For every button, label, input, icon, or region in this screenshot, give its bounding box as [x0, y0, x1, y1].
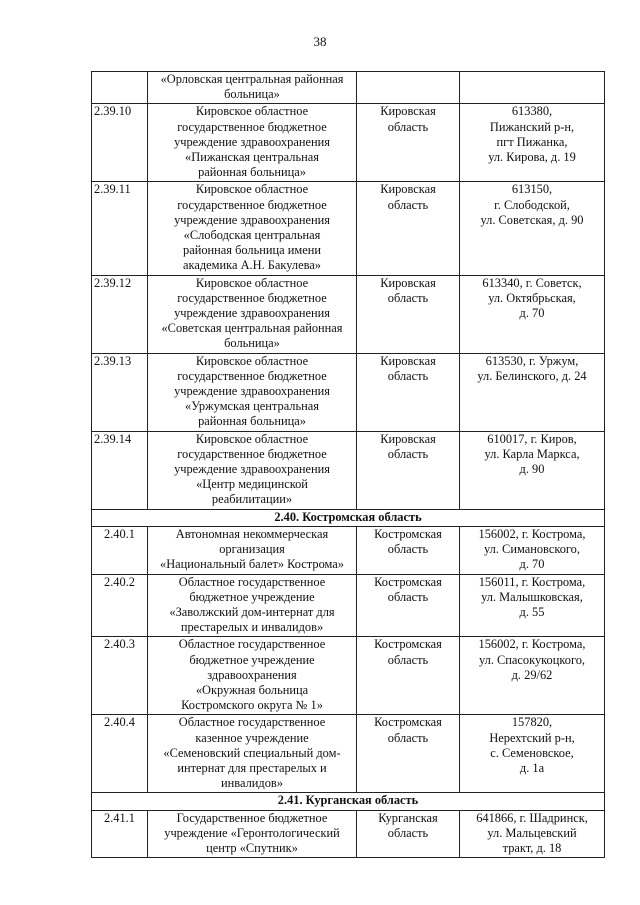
table-row	[92, 574, 605, 637]
section-row	[92, 509, 605, 526]
region-name	[357, 275, 460, 353]
region-name-line: область	[387, 589, 429, 604]
item-number: 2.39.10	[92, 104, 148, 182]
address	[460, 275, 605, 353]
region-name-line: область	[387, 446, 429, 461]
table-row	[92, 526, 605, 574]
address-line: ул. Симановского,	[484, 542, 580, 557]
address-line: д. 70	[519, 557, 545, 572]
region-name-line: Кировская	[380, 275, 436, 290]
institution-name-line: «Орловская центральная районная	[160, 72, 344, 86]
region-name-line: область	[387, 825, 429, 840]
institution-name	[148, 72, 357, 104]
region-name-line: Костромская	[374, 637, 442, 652]
table-row	[92, 182, 605, 275]
region-name-line: Кировская	[380, 353, 436, 368]
institution-name-line: Областное государственное	[178, 637, 326, 652]
item-number	[92, 72, 148, 104]
institution-name-line: «Уржумская центральная	[185, 399, 319, 414]
institution-name-line: «Пижанская центральная	[185, 150, 319, 165]
address-line: пгт Пижанка,	[496, 134, 568, 149]
institution-name-line: государственное бюджетное	[177, 197, 327, 212]
address-line: 641866, г. Шадринск,	[476, 810, 588, 825]
institution-name-line: государственное бюджетное	[177, 446, 327, 461]
region-name	[357, 182, 460, 275]
institution-name-line: «Заволжский дом-интернат для	[169, 604, 335, 619]
table-row	[92, 353, 605, 431]
institution-name-line: центр «Спутник»	[206, 840, 298, 855]
institution-name-line: государственное бюджетное	[177, 119, 327, 134]
address-line: 157820,	[511, 715, 553, 730]
institution-name	[148, 637, 357, 715]
table-row	[92, 637, 605, 715]
address	[460, 431, 605, 509]
address-line: 156002, г. Кострома,	[478, 526, 586, 541]
table-row	[92, 104, 605, 182]
institution-name-line: бюджетное учреждение	[189, 589, 315, 604]
region-name	[357, 431, 460, 509]
address	[460, 715, 605, 793]
section-title: 2.41. Курганская область	[92, 793, 605, 810]
address-line: ул. Мальцевский	[487, 825, 577, 840]
institution-name-line: учреждение здравоохранения	[174, 212, 330, 227]
institution-name-line: Автономная некоммерческая	[175, 526, 329, 541]
section-row	[92, 793, 605, 810]
institution-name-line: интернат для престарелых и	[177, 760, 327, 775]
region-name	[357, 72, 460, 104]
item-number: 2.39.14	[92, 431, 148, 509]
address-line: д. 55	[519, 604, 545, 619]
institution-name	[148, 275, 357, 353]
address-line: ул. Белинского, д. 24	[477, 368, 587, 383]
region-name	[357, 104, 460, 182]
region-name-line: Костромская	[374, 574, 442, 589]
institution-name-line: учреждение «Геронтологический	[164, 825, 340, 840]
institution-name-line: «Советская центральная районная	[161, 321, 343, 336]
item-number: 2.39.11	[92, 182, 148, 275]
institution-name-line: престарелых и инвалидов»	[180, 620, 324, 635]
address-line: ул. Спасокукоцкого,	[478, 652, 586, 667]
registry-table	[91, 71, 605, 858]
region-name-line: Кировская	[380, 431, 436, 446]
region-name-line: Кировская	[380, 104, 436, 119]
region-name-line: область	[387, 368, 429, 383]
institution-name-line: районная больница имени	[183, 243, 321, 258]
table-row	[92, 72, 605, 104]
address-line: 610017, г. Киров,	[487, 431, 577, 446]
institution-name-line: казенное учреждение	[195, 730, 309, 745]
address-line: ул. Карла Маркса,	[484, 446, 580, 461]
institution-name-line: организация	[219, 542, 285, 557]
address-line: г. Слободской,	[494, 197, 570, 212]
institution-name-line: «Национальный балет» Кострома»	[160, 557, 344, 572]
address	[460, 72, 605, 104]
institution-name-line: здравоохранения	[207, 667, 297, 682]
page-number: 38	[313, 34, 327, 49]
institution-name-line: Кировское областное	[195, 353, 309, 368]
region-name-line: область	[387, 119, 429, 134]
institution-name-line: учреждение здравоохранения	[174, 384, 330, 399]
address-line: с. Семеновское,	[490, 745, 574, 760]
item-number: 2.40.3	[92, 637, 148, 715]
institution-name-line: районная больница»	[198, 165, 306, 180]
institution-name	[148, 526, 357, 574]
institution-name-line: Областное государственное	[178, 715, 326, 730]
institution-name-line: «Семеновский специальный дом-	[163, 745, 341, 760]
region-name-line: Костромская	[374, 526, 442, 541]
institution-name	[148, 104, 357, 182]
address-line: 156011, г. Кострома,	[478, 574, 586, 589]
table-row	[92, 431, 605, 509]
institution-name-line: «Окружная больница	[195, 682, 309, 697]
region-name-line: область	[387, 197, 429, 212]
item-number: 2.41.1	[92, 810, 148, 858]
item-number: 2.39.12	[92, 275, 148, 353]
institution-name-line: Кировское областное	[195, 275, 309, 290]
institution-name-line: больница»	[224, 87, 280, 102]
institution-name-line: инвалидов»	[221, 776, 283, 791]
institution-name	[148, 715, 357, 793]
address	[460, 104, 605, 182]
region-name-line: Кировская	[380, 182, 436, 197]
region-name-line: область	[387, 730, 429, 745]
region-name-line: область	[387, 290, 429, 305]
institution-name-line: Кировское областное	[195, 431, 309, 446]
region-name-line: Курганская	[378, 810, 438, 825]
institution-name-line: государственное бюджетное	[177, 290, 327, 305]
table-row	[92, 715, 605, 793]
institution-name-line: Кировское областное	[195, 104, 309, 119]
address-line: 613380,	[511, 104, 553, 119]
address-line: 613340, г. Советск,	[482, 275, 582, 290]
address-line: д. 90	[519, 462, 545, 477]
address-line: тракт, д. 18	[502, 840, 562, 855]
address-line: д. 29/62	[511, 667, 553, 682]
item-number: 2.40.1	[92, 526, 148, 574]
institution-name-line: учреждение здравоохранения	[174, 462, 330, 477]
institution-name-line: Костромского округа № 1»	[181, 698, 323, 713]
region-name	[357, 715, 460, 793]
institution-name-line: «Центр медицинской	[196, 477, 308, 492]
institution-name-line: районная больница»	[198, 414, 306, 429]
address-line: Пижанский р-н,	[489, 119, 575, 134]
institution-name-line: Государственное бюджетное	[176, 810, 328, 825]
region-name-line: область	[387, 542, 429, 557]
address-line: д. 1а	[519, 760, 545, 775]
institution-name-line: больница»	[224, 336, 280, 351]
institution-name	[148, 574, 357, 637]
address	[460, 637, 605, 715]
address-line: ул. Малышковская,	[481, 589, 583, 604]
region-name	[357, 810, 460, 858]
table-row	[92, 810, 605, 858]
address-line: ул. Советская, д. 90	[480, 212, 584, 227]
region-name-line: область	[387, 652, 429, 667]
institution-name	[148, 182, 357, 275]
institution-name-line: учреждение здравоохранения	[174, 306, 330, 321]
address-line: Нерехтский р-н,	[489, 730, 575, 745]
address	[460, 526, 605, 574]
section-title: 2.40. Костромская область	[92, 509, 605, 526]
registry-table-body	[92, 72, 605, 858]
region-name	[357, 574, 460, 637]
address-line: ул. Кирова, д. 19	[488, 150, 576, 165]
address-line: 613150,	[511, 182, 553, 197]
region-name-line: Костромская	[374, 715, 442, 730]
institution-name-line: реабилитации»	[211, 492, 293, 507]
institution-name-line: «Слободская центральная	[183, 228, 321, 243]
address-line: д. 70	[519, 306, 545, 321]
address	[460, 182, 605, 275]
institution-name	[148, 431, 357, 509]
region-name	[357, 353, 460, 431]
address	[460, 353, 605, 431]
address	[460, 810, 605, 858]
region-name	[357, 526, 460, 574]
institution-name-line: академика А.Н. Бакулева»	[183, 258, 321, 273]
institution-name-line: государственное бюджетное	[177, 368, 327, 383]
institution-name	[148, 353, 357, 431]
institution-name-line: Кировское областное	[195, 182, 309, 197]
item-number: 2.40.4	[92, 715, 148, 793]
institution-name-line: учреждение здравоохранения	[174, 134, 330, 149]
address-line: ул. Октябрьская,	[488, 290, 576, 305]
institution-name-line: бюджетное учреждение	[189, 652, 315, 667]
institution-name	[148, 810, 357, 858]
item-number: 2.39.13	[92, 353, 148, 431]
table-row	[92, 275, 605, 353]
address-line: 613530, г. Уржум,	[485, 353, 579, 368]
item-number: 2.40.2	[92, 574, 148, 637]
institution-name-line: Областное государственное	[178, 574, 326, 589]
address	[460, 574, 605, 637]
address-line: 156002, г. Кострома,	[478, 637, 586, 652]
region-name	[357, 637, 460, 715]
